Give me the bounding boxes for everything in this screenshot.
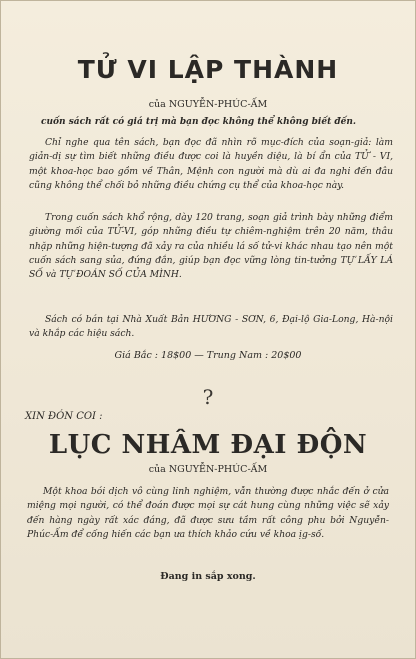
book1-title: TỬ VI LẬP THÀNH xyxy=(77,55,339,84)
coming-soon-intro: XIN ĐÓN COI : xyxy=(25,411,103,422)
book1-paragraph-1: Chỉ nghe qua tên sách, bạn đọc đã nhìn rõ mục-đích của soạn-giả: làm giản-dị sự tìm biết những điều được coi là huyền diệu, là bí ẩn của TỬ - VI, một khoa-học bao gồm về Thân, Mệnh con người mà dù ai đa nghi đến đâu cũng không thể chối bỏ những điều chứng cụ thể của khoa-học này. xyxy=(29,137,393,191)
book2-status: Đang in sắp xong. xyxy=(160,571,256,582)
book1-paragraph-2: Trong cuốn sách khổ rộng, dày 120 trang, soạn giả trình bày những điểm giường mối của TỬ-VI, góp những điều tự chiêm-nghiệm trên 20 năm, thâu nhặp những hiện-tượng đã xảy ra của nhiều lá số tử-vi khác nhau tạo nên một cuốn sách sang sủa, đứng đắn, giúp bạn đọc vững lòng tin-tưởng TỰ LẤY LÁ SỐ và TỰ ĐOÁN SỐ CỦA MÌNH. xyxy=(29,212,393,281)
book1-tagline: cuốn sách rất có giá trị mà bạn đọc không thể không biết đến. xyxy=(41,117,357,127)
divider-ornament: ? xyxy=(202,385,214,409)
book2-paragraph: Một khoa bói dịch vô cùng linh nghiệm, vẫn thường được nhắc đến ở cửa miệng mọi người, có thể đoán được mọi sự cát hung cùng những việc sẽ xảy đến hàng ngày rất xác đáng, đã được sưu tầm rất công phu bởi Nguyễn-Phúc-Ấm để cống hiến các bạn ưa thích khảo cứu về khoa ịg-số. xyxy=(27,486,389,540)
book1-paragraph-3: Sách có bán tại Nhà Xuất Bản HƯƠNG - SƠN, 6, Đại-lộ Gia-Long, Hà-nội và khắp các hiệu sách. xyxy=(29,314,393,340)
book2-title: LỤC NHÂM ĐẠI ĐỘN xyxy=(48,430,368,460)
book1-price: Giá Bắc : 18$00 — Trung Nam : 20$00 xyxy=(114,350,302,361)
book1-author: của NGUYỄN-PHÚC-ẤM xyxy=(148,99,268,110)
book2-author: của NGUYỄN-PHÚC-ẤM xyxy=(148,464,268,475)
